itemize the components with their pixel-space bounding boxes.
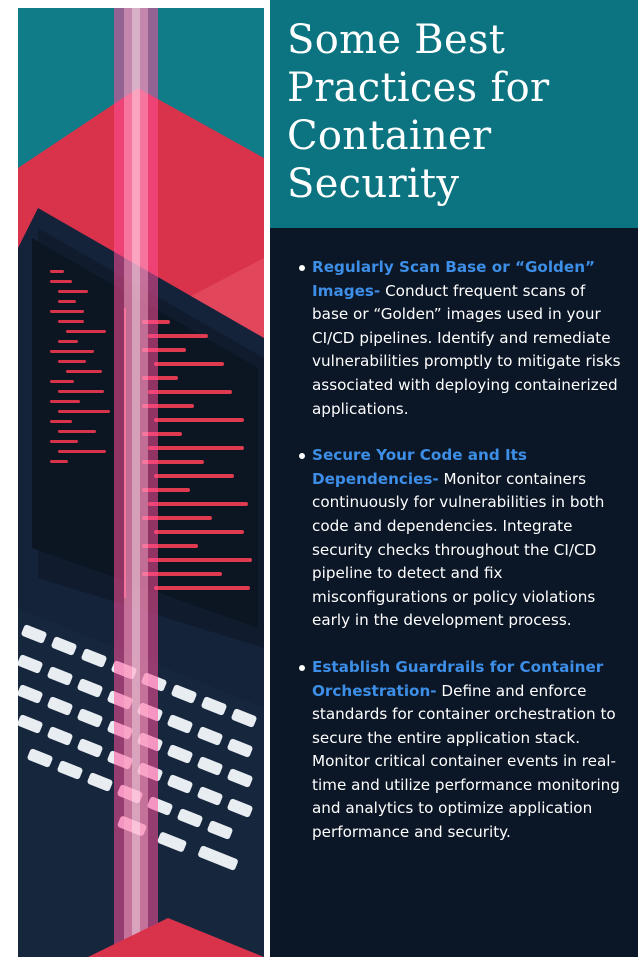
laptop-code-illustration [18,8,264,957]
practice-heading: Secure Your Code and Its Dependencies- [312,446,527,488]
bullet-icon [299,665,305,671]
practice-body: Conduct frequent scans of base or “Golden” images used in your CI/CD pipelines. Identify and remediate vulnerabilities promptly to mitigate risks associated with deploying containerized applications. [312,281,621,418]
list-item [312,444,622,633]
practice-body: Monitor containers continuously for vulnerabilities in both code and dependencies. Integrate security checks throughout the CI/CD pipeline to detect and fix misconfigurations or policy violations early in the development process. [312,469,605,630]
practice-heading: Establish Guardrails for Container Orchestration- [312,657,604,700]
title-banner [270,0,638,228]
practice-heading: Regularly Scan Base or “Golden” Images- [312,258,596,300]
bullet-icon [299,265,305,271]
page-title: Some Best Practices for Container Security [287,17,550,207]
practice-list [312,256,622,868]
list-item [312,656,622,845]
bullet-icon [299,453,305,459]
practice-body: Define and enforce standards for container orchestration to secure the entire application stack. Monitor critical container events in real-time and utilize performance monitoring and analytics to optimize application performance and security. [312,681,620,842]
left-image-panel [0,0,270,957]
practices-panel [270,228,638,957]
list-item [312,256,622,421]
